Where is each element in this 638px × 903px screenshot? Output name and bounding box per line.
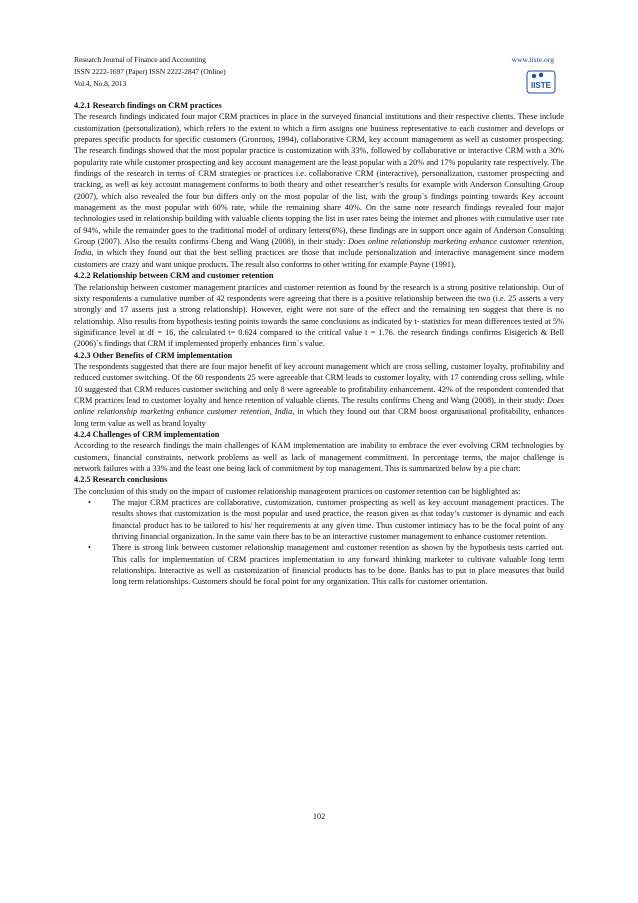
section-4-2-2-paragraph: The relationship between customer management practices and customer retention as found by the research is a strong positive relationship. Out of sixty respondents a cumulative number of 42 respondents were agreeing that there is a positive relationship between the two (i.e. 25 asserts a very strongly and 17 asserts just a strong relationship). However, eight were not sure of the effect and the remaining ten suggest that there is no relationship. Also results from hypothesis testing points towards the same conclusions as indicated by t- statistics for mean differences tested at 5% siginificance level at df = 16, the calculated t= 0.624 compared to the critical value t = 1.76. the research findings confirms Eisigerich & Bell (2006)`s findings that CRM if implemented properly enhances firm`s value.	[74, 282, 564, 349]
list-item: • There is strong link between customer relationship management and customer retention as shown by the hypothesis tests carried out. This calls for implementation of CRM practices implementation to any forward thinking marketer to cultivate valuable long term relationships. Interactive as well as customization of financial products has to be done. Banks has to put in place measures that build long term relationships. Customers should be focal point for any organization. This calls for customer orientation.	[88, 543, 564, 587]
cited-study-title: Does online relationship marketing enhance customer retention, India,	[74, 395, 564, 417]
section-4-2-2-heading: 4.2.2 Relationship between CRM and customer retention	[74, 271, 274, 281]
volume-line: Vol.4, No.8, 2013	[74, 79, 127, 88]
section-4-2-5-heading: 4.2.5 Research conclusions	[74, 475, 168, 485]
section-4-2-4-heading: 4.2.4 Challenges of CRM implementation	[74, 429, 220, 439]
logo-text: IISTE	[530, 81, 552, 90]
bullet-icon: •	[88, 498, 91, 508]
section-4-2-5-intro: The conclusion of this study on the impact of customer relationship management practices on customer retention can be highlighted as:	[74, 486, 521, 496]
issn-line: ISSN 2222-1697 (Paper) ISSN 2222-2847 (Online)	[74, 67, 226, 76]
list-item: • The major CRM practices are collaborative, customization, customer prospecting as well as key account management practices. The results shows that customization is the most popular and used practice, the reason given as that today’s customer is dynamic and each financial product has to be tailored to his/ her requirements at any given time. Thus customer intimacy has to be the focal point of any thriving financial organization. In the same vain there has to be an interactive customer management to enhance customer retention.	[88, 498, 564, 542]
journal-url-link[interactable]: www.iiste.org	[511, 55, 554, 64]
bullet-icon: •	[88, 543, 91, 553]
article-body	[74, 100, 564, 588]
section-4-2-1-paragraph: The research findings indicated four major CRM practices in place in the surveyed financial institutions and their respective clients. These include customization (personalization), which refers to the extent to which a firm assigns one business representative to each customer and develops or prepares specific products for specific customers (Gronroos, 1994), collaborative CRM, key account management as well as customer prospecting. The research findings showed that the most popular practice is customization with 33%, followed by collaborative or interactive CRM with a 30% popularity rate while customer prospecting and key account management are the least popular with a 20% and 17% popularity rate respectively. The findings of the research in terms of CRM strategies or practices i.e. collaborative CRM (interactive), personalization, customer prospecting and tracking, as well as key account management conforms to both theory and other researcher’s results for example with Anderson Consulting Group (2007), which also revealed the four but differs only on the most popular of the list, with the group`s findings pointing towards Key account management as the most popular with 60% rate, while the remaining share 40%. On the same note research findings revealed four major technologies used in relationship building with valuable clients topping the list in user rates being the internet and phones with cumulative user rate of 94%, while the remainder goes to the traditional model of ordinary letters(6%), these findings are in support once again of Anderson Consulting Group (2007). Also the results confirms Cheng and Wang (2008), in their study: Does online relationship marketing enhance customer retention, India, in which they found out that the best selling practices are those that include personalization and interactive management since modern customers are crazy and want unique products. The result also conforms to other writing for example Payne (1991).	[74, 112, 564, 269]
iiste-logo	[526, 70, 556, 94]
page-header	[74, 54, 564, 100]
cited-study-title: Does online relationship marketing enhance customer retention, India,	[74, 237, 564, 258]
page-number: 102	[312, 812, 326, 821]
section-4-2-3-heading: 4.2.3 Other Benefits of CRM implementation	[74, 350, 233, 360]
section-4-2-1-heading: 4.2.1 Research findings on CRM practices	[74, 101, 222, 110]
section-4-2-3-paragraph: The respondents suggested that there are four major benefit of key account management which are cross selling, customer loyalty, profitability and reduced customer switching. Of the 60 respondents 25 were agreeable that CRM leads to customer loyalty, with 17 contending cross selling, while 10 suggested that CRM reduces customer switching and only 8 were agreeable to profitability enhancement. 42% of the respondent contended that CRM practices lead to customer loyalty and hence retention of valuable clients. The results confirms Cheng and Wang (2008), in their study: Does online relationship marketing enhance customer retention, India, in which they found out that CRM boost organisational profitability, enhances long term value as well as brand loyalty	[74, 361, 564, 428]
conclusions-list	[74, 497, 564, 588]
section-4-2-4-paragraph: According to the research findings the main challenges of KAM implementation are inability to embrace the ever evolving CRM technologies by customers, financial constraints, network problems as well as lack of management commitment. In percentage terms, the major challenge is network failures with a 33% and the least one being lack of commitment by top management. This is summarized below by a pie chart:	[74, 441, 564, 473]
journal-name: Research Journal of Finance and Accounting	[74, 55, 206, 64]
